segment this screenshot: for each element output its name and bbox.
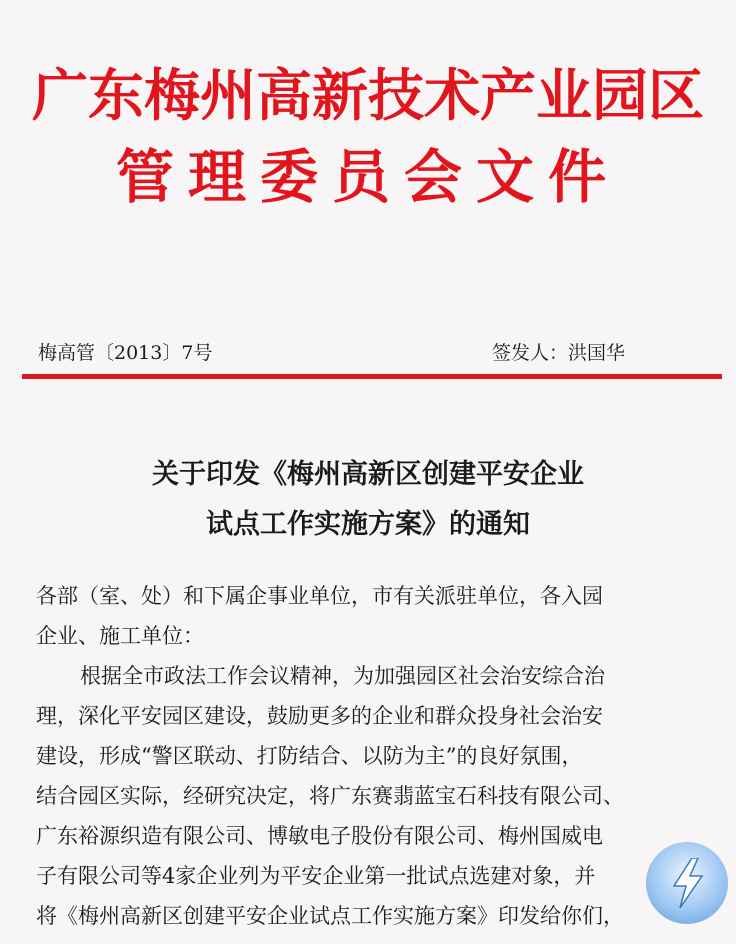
body-line: 将《梅州高新区创建平安企业试点工作实施方案》印发给你们，	[36, 904, 624, 928]
red-divider	[22, 374, 722, 379]
document-number: 梅高管〔2013〕7号	[38, 342, 213, 364]
bolt-icon	[668, 858, 708, 908]
header-line-1: 广东梅州高新技术产业园区	[32, 63, 704, 129]
body-line: 子有限公司等4家企业列为平安企业第一批试点选建对象，并	[36, 864, 596, 888]
notice-title-line-2: 试点工作实施方案》的通知	[206, 509, 530, 540]
notice-body	[36, 576, 716, 936]
body-line: 广东裕源织造有限公司、博敏电子股份有限公司、梅州国威电	[36, 824, 603, 848]
body-line: 结合园区实际，经研究决定，将广东赛翡蓝宝石科技有限公司、	[36, 784, 624, 808]
notice-title-line-1: 关于印发《梅州高新区创建平安企业	[152, 459, 584, 490]
body-line: 各部（室、处）和下属企事业单位，市有关派驻单位，各入园	[36, 584, 603, 608]
body-line: 企业、施工单位：	[36, 624, 204, 648]
body-line: 建设，形成“警区联动、打防结合、以防为主”的良好氛围，	[36, 744, 583, 768]
body-line: 理，深化平安园区建设，鼓励更多的企业和群众投身社会治安	[36, 704, 603, 728]
lightning-logo-icon	[646, 842, 728, 924]
header-line-2: 管理委员会文件	[115, 143, 620, 211]
body-line: 根据全市政法工作会议精神，为加强园区社会治安综合治	[80, 664, 605, 688]
signer: 签发人：洪国华	[492, 342, 626, 364]
